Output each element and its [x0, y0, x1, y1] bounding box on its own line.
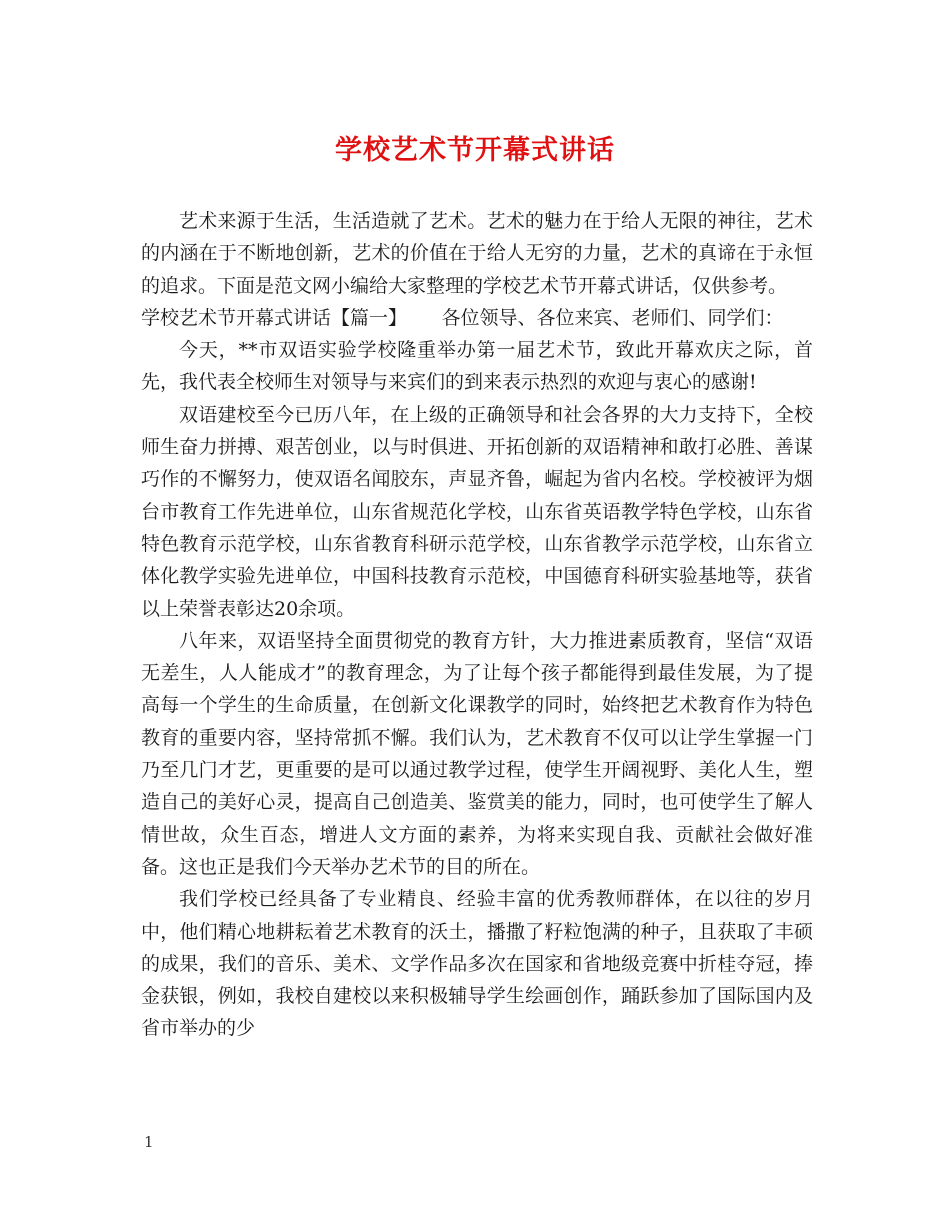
- paragraph-teachers-achievements: 我们学校已经具备了专业精良、经验丰富的优秀教师群体，在以往的岁月中，他们精心地耕耘着艺术教育的沃土，播撒了籽粒饱满的种子，且获取了丰硕的成果，我们的音乐、美术、文学作品多次在国家和省地级竞赛中折桂夺冠，捧金获银，例如，我校自建校以来积极辅导学生绘画创作，踊跃参加了国际国内及省市举办的少: [141, 888, 813, 1040]
- paragraph-school-history: 双语建校至今已历八年，在上级的正确领导和社会各界的大力支持下，全校师生奋力拼搏、艰苦创业，以与时俱进、开拓创新的双语精神和敢打必胜、善谋巧作的不懈努力，使双语名闻胶东，声显齐鲁，崛起为省内名校。学校被评为烟台市教育工作先进单位，山东省规范化学校，山东省英语教学特色学校，山东省特色教育示范学校，山东省教育科研示范学校，山东省教学示范学校，山东省立体化教学实验先进单位，中国科技教育示范校，中国德育科研实验基地等，获省以上荣誉表彰达20余项。: [141, 403, 813, 620]
- paragraph-opening: 今天，**市双语实验学校隆重举办第一届艺术节，致此开幕欢庆之际，首先，我代表全校师生对领导与来宾们的到来表示热烈的欢迎与衷心的感谢!: [141, 339, 813, 394]
- document-title: 学校艺术节开幕式讲话: [335, 135, 615, 166]
- paragraph-intro: 艺术来源于生活，生活造就了艺术。艺术的魅力在于给人无限的神往，艺术的内涵在于不断地创新，艺术的价值在于给人无穷的力量，艺术的真谛在于永恒的追求。下面是范文网小编给大家整理的学校艺术节开幕式讲话，仅供参考。: [141, 210, 813, 297]
- document-body: [141, 205, 813, 1045]
- paragraph-education-philosophy: 八年来，双语坚持全面贯彻党的教育方针，大力推进素质教育，坚信“双语无差生，人人能成才”的教育理念，为了让每个孩子都能得到最佳发展，为了提高每一个学生的生命质量，在创新文化课教学的同时，始终把艺术教育作为特色教育的重要内容，坚持常抓不懈。我们认为，艺术教育不仅可以让学生掌握一门乃至几门才艺，更重要的是可以通过教学过程，使学生开阔视野、美化人生，塑造自己的美好心灵，提高自己创造美、鉴赏美的能力，同时，也可使学生了解人情世故，众生百态，增进人文方面的素养，为将来实现自我、贡献社会做好准备。这也正是我们今天举办艺术节的目的所在。: [141, 629, 813, 878]
- paragraph-section-heading: 学校艺术节开幕式讲话【篇一】 各位领导、各位来宾、老师们、同学们：: [141, 306, 784, 329]
- page-number: 1: [144, 1133, 154, 1151]
